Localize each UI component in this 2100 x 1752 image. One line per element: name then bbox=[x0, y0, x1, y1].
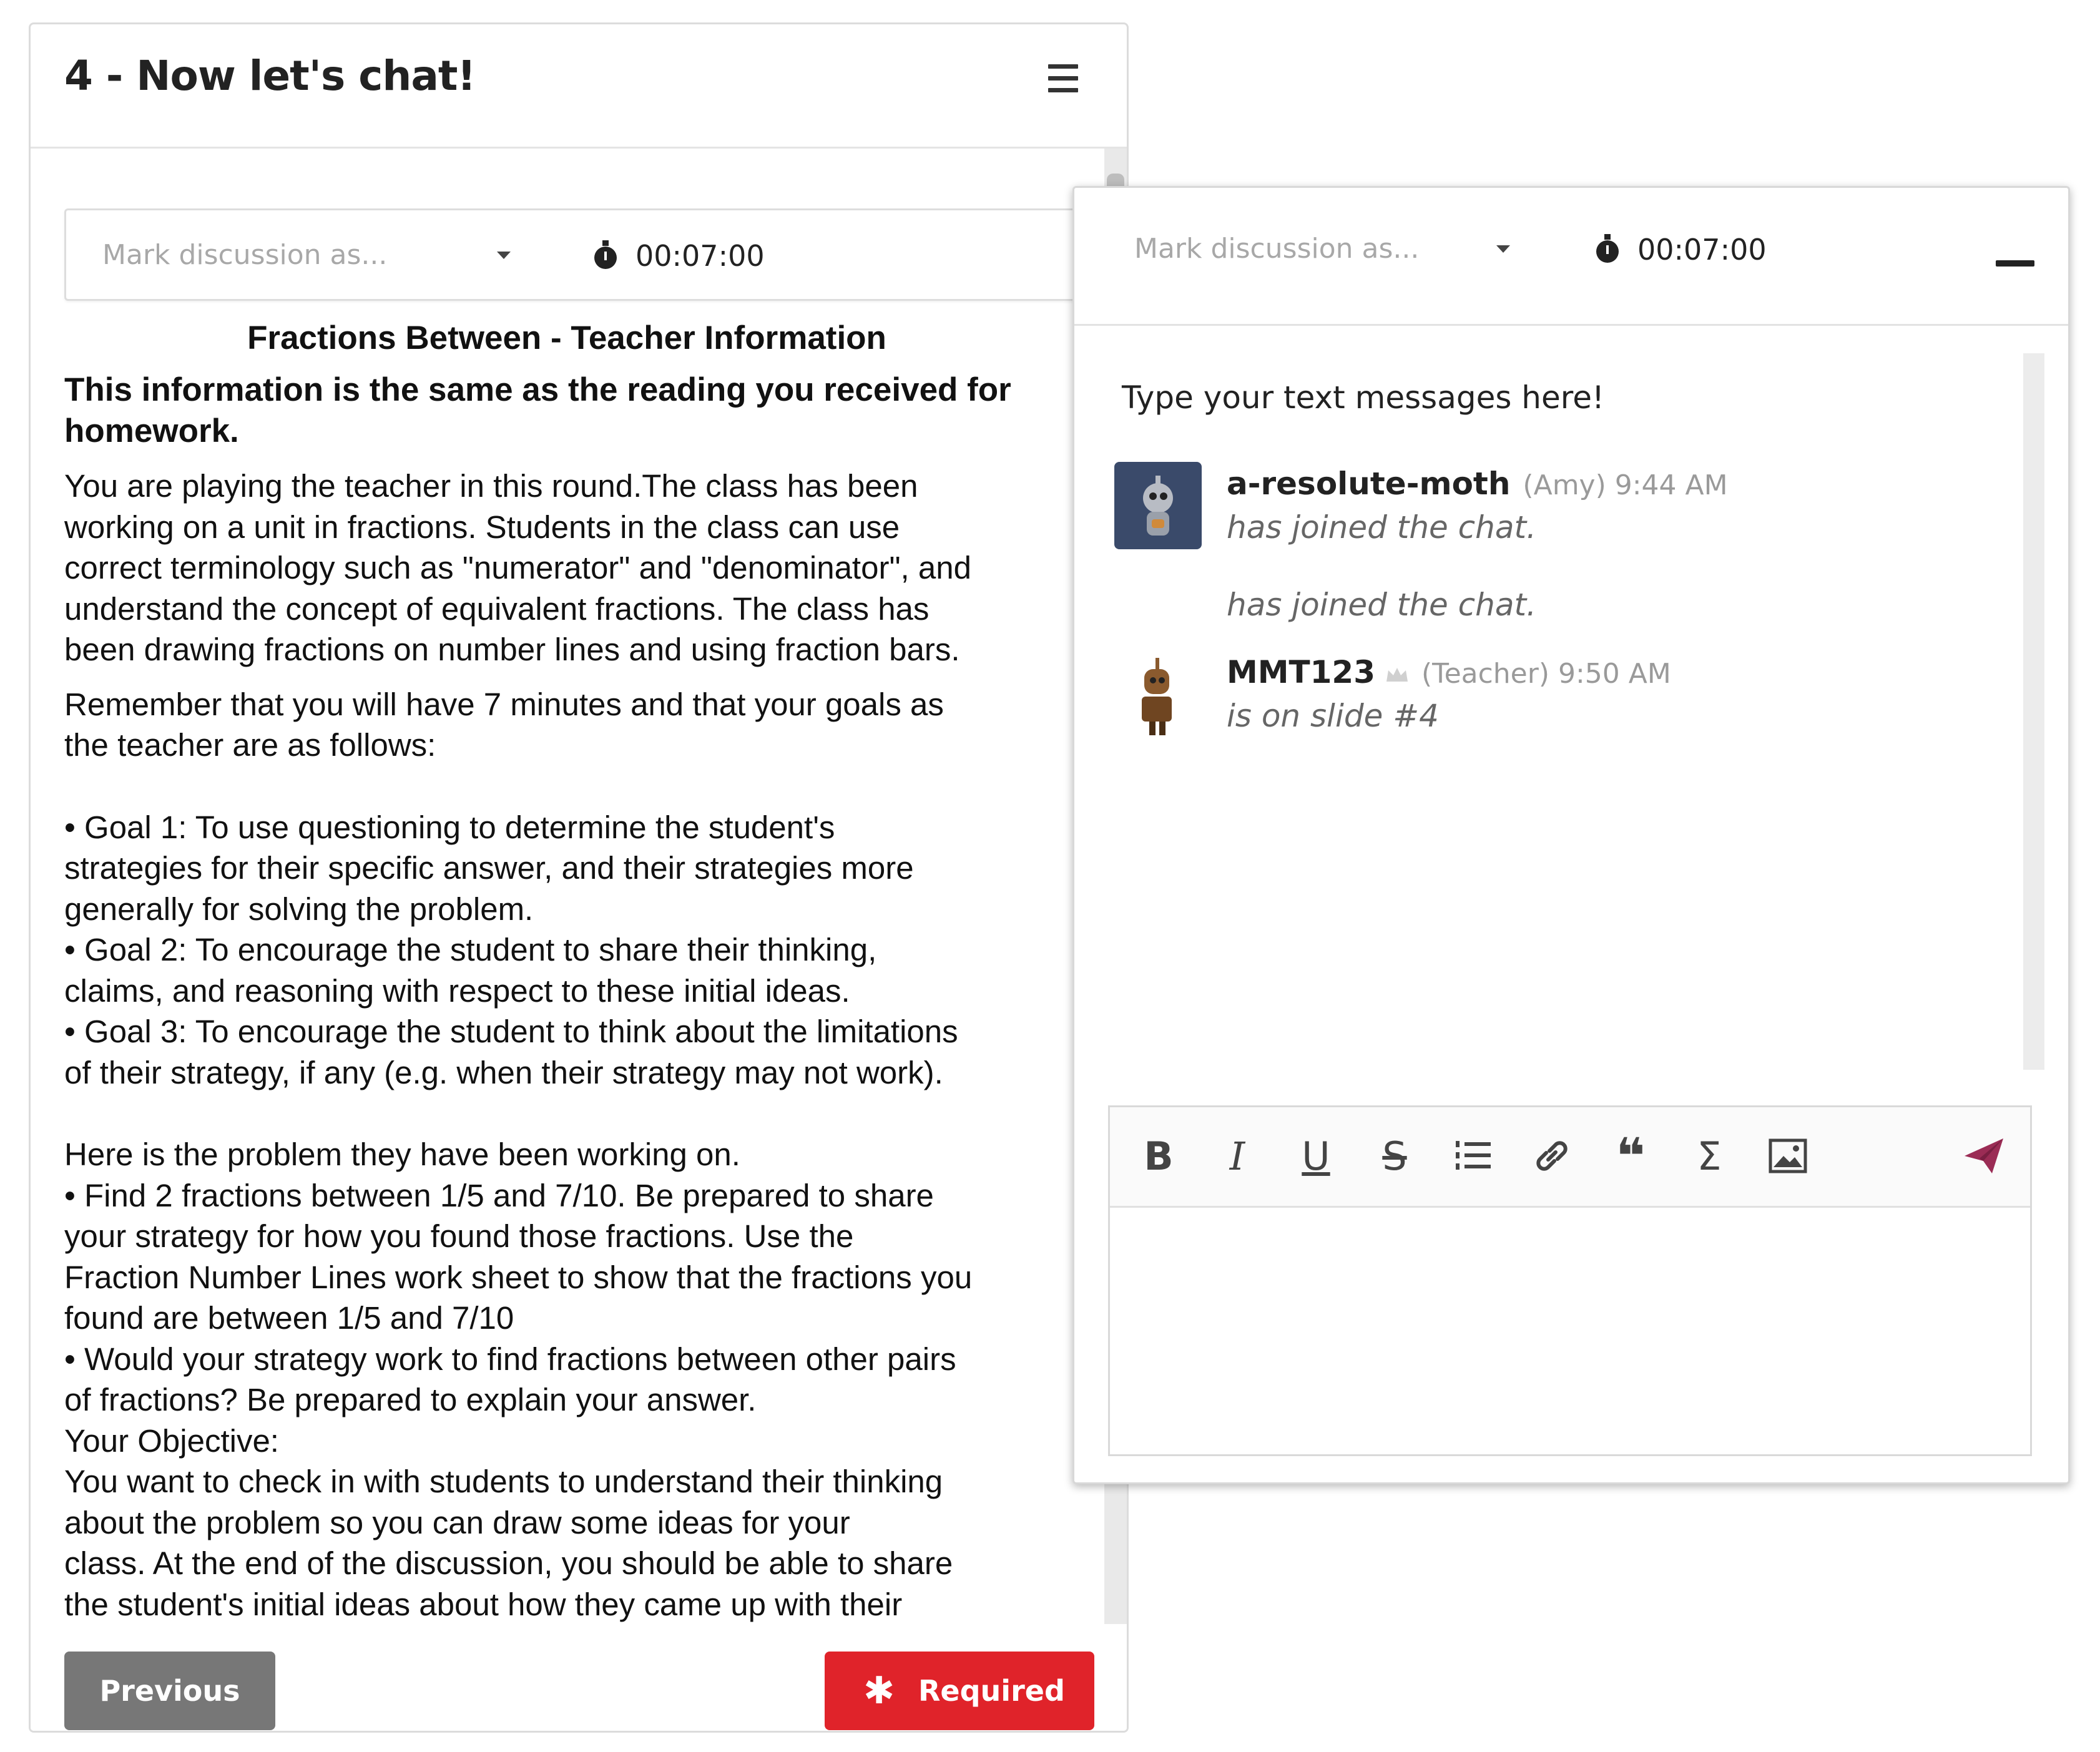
slide-content bbox=[64, 318, 1126, 1624]
text-line: class. At the end of the discussion, you should be able to share bbox=[64, 1545, 953, 1581]
slide-footer bbox=[31, 1624, 1127, 1733]
text-line: understand the concept of equivalent fractions. The class has bbox=[64, 590, 930, 627]
content-heading: Fractions Between - Teacher Information bbox=[247, 320, 886, 356]
chat-scrollbar[interactable] bbox=[2023, 353, 2044, 1070]
chat-hint: Type your text messages here! bbox=[1122, 379, 1604, 416]
text-line: about the problem so you can draw some ideas for your bbox=[64, 1504, 850, 1540]
text-line: correct terminology such as "numerator" and "denominator", and bbox=[64, 550, 971, 585]
required-button[interactable] bbox=[825, 1652, 1094, 1730]
message-meta: (Teacher) 9:50 AM bbox=[1421, 658, 1671, 690]
text-line: • Would your strategy work to find fractions between other pairs bbox=[64, 1341, 956, 1377]
text-line: • Goal 3: To encourage the student to think about the limitations bbox=[64, 1014, 958, 1049]
message-author[interactable]: MMT123 bbox=[1227, 654, 1375, 690]
text-line: Your Objective: bbox=[64, 1422, 279, 1459]
text-line: You are playing the teacher in this round.The class has been bbox=[64, 468, 918, 504]
text-line: Fraction Number Lines work sheet to show that the fractions you bbox=[64, 1259, 973, 1295]
mark-discussion-select[interactable]: Mark discussion as... bbox=[102, 239, 388, 271]
text-line: working on a unit in fractions. Students in the class can use bbox=[64, 509, 900, 545]
text-line: the teacher are as follows: bbox=[64, 727, 436, 763]
hamburger-menu-icon[interactable] bbox=[1048, 64, 1078, 92]
text-line: • Goal 2: To encourage the student to share their thinking, bbox=[64, 932, 877, 967]
text-line: been drawing fractions on number lines and using fraction bars. bbox=[64, 632, 960, 667]
text-line: • Goal 1: To use questioning to determine the student's bbox=[64, 809, 835, 845]
crown-icon bbox=[1385, 665, 1409, 684]
stopwatch-icon bbox=[1596, 240, 1619, 263]
avatar[interactable] bbox=[1114, 462, 1202, 549]
text-line: generally for solving the problem. bbox=[64, 891, 534, 927]
mark-discussion-select[interactable]: Mark discussion as... bbox=[1134, 233, 1420, 265]
text-line: Here is the problem they have been working on. bbox=[64, 1137, 740, 1172]
message-body: has joined the chat. bbox=[1227, 587, 1536, 623]
strikethrough-button[interactable]: S bbox=[1382, 1133, 1407, 1179]
bold-button[interactable]: B bbox=[1144, 1133, 1174, 1179]
slide-content-scroll[interactable] bbox=[31, 149, 1127, 1624]
message-meta: (Amy) 9:44 AM bbox=[1523, 469, 1728, 501]
stopwatch-icon bbox=[594, 247, 617, 269]
text-line: • Find 2 fractions between 1/5 and 7/10. Be prepared to share bbox=[64, 1177, 934, 1213]
send-icon[interactable] bbox=[1960, 1132, 2008, 1180]
message-body: is on slide #4 bbox=[1227, 698, 1439, 734]
italic-button[interactable]: I bbox=[1229, 1133, 1245, 1179]
content-intro: This information is the same as the reading you received for homework. bbox=[64, 371, 1011, 449]
ordered-list-icon[interactable] bbox=[1450, 1132, 1497, 1180]
image-icon[interactable] bbox=[1764, 1132, 1812, 1180]
slide-header bbox=[31, 24, 1127, 149]
text-line: of their strategy, if any (e.g. when their strategy may not work). bbox=[64, 1054, 943, 1090]
required-label: Required bbox=[918, 1674, 1065, 1708]
discussion-timer: 00:07:00 bbox=[635, 239, 765, 273]
message-editor bbox=[1108, 1105, 2032, 1456]
asterisk-icon: ✱ bbox=[863, 1669, 895, 1713]
chat-header bbox=[1074, 188, 2068, 326]
caret-down-icon[interactable] bbox=[497, 252, 511, 259]
formula-button[interactable]: Σ bbox=[1697, 1133, 1722, 1179]
message-author[interactable]: a-resolute-moth bbox=[1227, 466, 1511, 502]
caret-down-icon[interactable] bbox=[1496, 245, 1510, 253]
text-line: your strategy for how you found those fractions. Use the bbox=[64, 1218, 854, 1254]
slide-panel bbox=[29, 22, 1129, 1733]
discussion-status-bar bbox=[64, 208, 1107, 301]
text-line: of fractions? Be prepared to explain your answer. bbox=[64, 1382, 757, 1417]
text-line: Remember that you will have 7 minutes and that your goals as bbox=[64, 686, 944, 722]
text-line: the student's initial ideas about how they came up with their bbox=[64, 1586, 903, 1622]
link-icon[interactable] bbox=[1528, 1132, 1576, 1180]
quote-icon[interactable]: ❝ bbox=[1616, 1127, 1646, 1185]
chat-timer: 00:07:00 bbox=[1637, 233, 1767, 267]
text-line: claims, and reasoning with respect to these initial ideas. bbox=[64, 972, 850, 1009]
message-input[interactable] bbox=[1110, 1208, 2030, 1454]
editor-toolbar bbox=[1110, 1107, 2030, 1208]
underline-button[interactable]: U bbox=[1302, 1133, 1330, 1179]
minimize-icon[interactable] bbox=[1996, 260, 2034, 267]
message-body: has joined the chat. bbox=[1227, 509, 1536, 546]
text-line: found are between 1/5 and 7/10 bbox=[64, 1300, 514, 1336]
avatar[interactable] bbox=[1114, 653, 1202, 740]
text-line: strategies for their specific answer, and their strategies more bbox=[64, 850, 914, 886]
chat-panel bbox=[1072, 186, 2070, 1484]
slide-title: 4 - Now let's chat! bbox=[64, 52, 476, 100]
previous-button[interactable]: Previous bbox=[64, 1652, 275, 1730]
text-line: You want to check in with students to understand their thinking bbox=[64, 1464, 943, 1499]
